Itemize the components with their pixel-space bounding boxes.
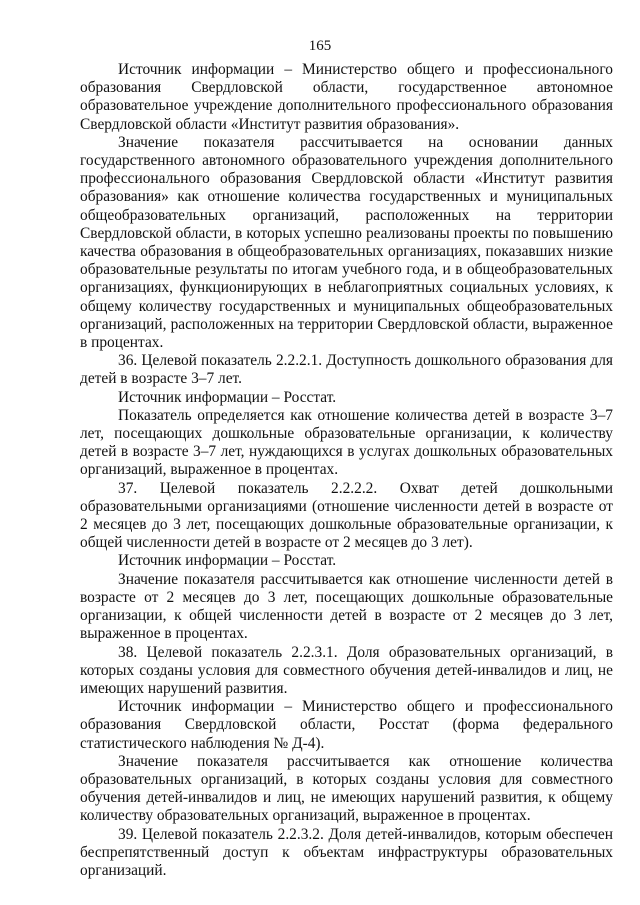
paragraph-indicator-39: 39. Целевой показатель 2.2.3.2. Доля детей-инвалидов, которым обеспечен беспрепятственный доступ к объектам инфраструктуры образовательных организаций.	[80, 825, 613, 879]
paragraph-source-info-ministry: Источник информации – Министерство общего и профессионального образования Свердловской области, государственное автономное образовательное учреждение дополнительного профессионального образования Свердловской области «Институт развития образования».	[80, 61, 613, 133]
paragraph-indicator-calculation: Значение показателя рассчитывается на основании данных государственного автономного образовательного учреждения дополнительного профессионального образования Свердловской области «Институт развития образования» как отношение количества государственных и муниципальных общеобразовательных организаций, расположенных на территории Свердловской области, в которых успешно реализованы проекты по повышению качества образования в общеобразовательных организациях, показавших низкие образовательные результаты по итогам учебного года, и в общеобразовательных организациях, функционирующих в неблагоприятных социальных условиях, к общему количеству государственных и муниципальных общеобразовательных организаций, расположенных на территории Свердловской области, выраженное в процентах.	[80, 133, 613, 352]
document-body	[80, 61, 613, 880]
paragraph-indicator-36-definition: Показатель определяется как отношение количества детей в возрасте 3–7 лет, посещающих дошкольные образовательные организации, к количеству детей в возрасте 3–7 лет, нуждающихся в услугах дошкольных образовательных организаций, выраженное в процентах.	[80, 406, 613, 479]
paragraph-indicator-37: 37. Целевой показатель 2.2.2.2. Охват детей дошкольными образовательными организациями (отношение численности детей в возрасте от 2 месяцев до 3 лет, посещающих дошкольные образовательные организации, к общей численности детей в возрасте от 2 месяцев до 3 лет).	[80, 479, 613, 552]
paragraph-indicator-38-calculation: Значение показателя рассчитывается как отношение количества образовательных организаций, в которых созданы условия для совместного обучения детей-инвалидов и лиц, не имеющих нарушений развития, к общему количеству образовательных организаций, выраженное в процентах.	[80, 752, 613, 825]
paragraph-source-ministry-rosstat: Источник информации – Министерство общего и профессионального образования Свердловской области, Росстат (форма федерального статистического наблюдения № Д-4).	[80, 698, 613, 752]
paragraph-indicator-37-calculation: Значение показателя рассчитывается как отношение численности детей в возрасте от 2 месяцев до 3 лет, посещающих дошкольные образовательные организации, к общей численности детей в возрасте от 2 месяцев до 3 лет, выраженное в процентах.	[80, 570, 613, 643]
paragraph-indicator-38: 38. Целевой показатель 2.2.3.1. Доля образовательных организаций, в которых созданы условия для совместного обучения детей-инвалидов и лиц, не имеющих нарушений развития.	[80, 643, 613, 697]
page-number: 165	[308, 38, 332, 54]
paragraph-indicator-36: 36. Целевой показатель 2.2.2.1. Доступность дошкольного образования для детей в возрасте 3–7 лет.	[80, 352, 613, 388]
paragraph-source-rosstat: Источник информации – Росстат.	[118, 388, 337, 406]
paragraph-source-rosstat-2: Источник информации – Росстат.	[118, 552, 337, 570]
